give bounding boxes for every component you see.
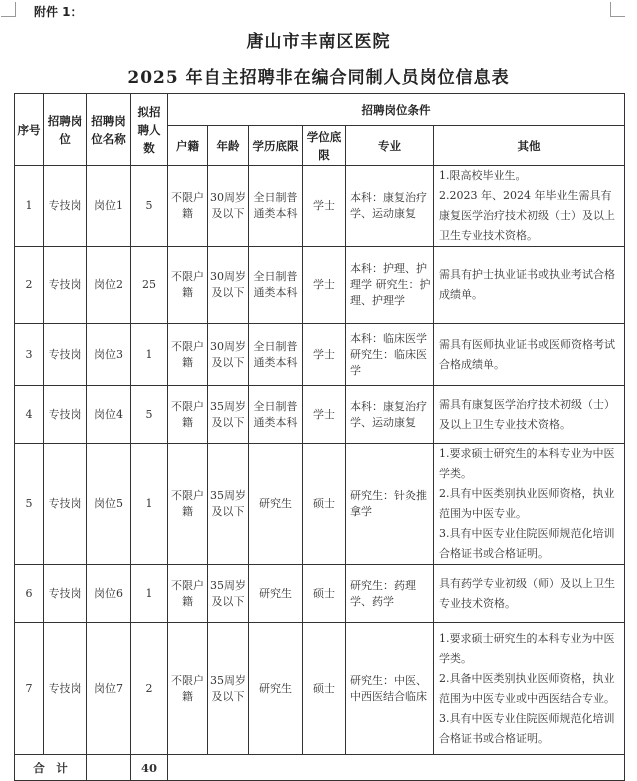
- row-count: 2: [131, 623, 168, 755]
- row-other: [434, 444, 625, 565]
- row-post: 专技岗: [44, 166, 87, 247]
- row-edu: 全日制普通类本科: [249, 166, 303, 247]
- row-count: 1: [131, 324, 168, 386]
- row-hukou: 不限户籍: [168, 565, 208, 623]
- row-edu: 研究生: [249, 565, 303, 623]
- row-age: 35周岁及以下: [208, 444, 249, 565]
- row-count: 5: [131, 386, 168, 444]
- other-line: 需具有康复医学治疗技术初级（士）及以上卫生专业技术资格。: [439, 397, 615, 431]
- other-line: 需具有医师执业证书或医师资格考试合格成绩单。: [439, 337, 615, 371]
- row-post-name: 岗位1: [87, 166, 131, 247]
- row-hukou: 不限户籍: [168, 324, 208, 386]
- row-age: 35周岁及以下: [208, 386, 249, 444]
- table-row: [15, 623, 625, 755]
- header-post-name: 招聘岗位名称: [87, 94, 131, 166]
- table-body: [15, 166, 625, 755]
- other-line: 2.具有中医类别执业医师资格，执业范围为中医专业。: [439, 487, 615, 520]
- row-post-name: 岗位7: [87, 623, 131, 755]
- table-row: [15, 444, 625, 565]
- row-other: [434, 623, 625, 755]
- row-age: 30周岁及以下: [208, 166, 249, 247]
- total-empty-span: [168, 755, 625, 781]
- row-major: 研究生：中医、中西医结合临床: [346, 623, 434, 755]
- other-line: 具有药学专业初级（师）及以上卫生专业技术资格。: [439, 576, 615, 610]
- row-degree: 硕士: [303, 444, 346, 565]
- row-seq: 2: [15, 247, 44, 324]
- row-other: [434, 324, 625, 386]
- crop-mark-top-left: [1, 2, 16, 17]
- row-post-name: 岗位4: [87, 386, 131, 444]
- other-line: 需具有护士执业证书或执业考试合格成绩单。: [439, 268, 615, 301]
- row-other: [434, 247, 625, 324]
- table-row: [15, 386, 625, 444]
- table-row: [15, 324, 625, 386]
- other-line: 3.具有中医专业住院医师规范化培训合格证书或合格证明。: [439, 711, 615, 745]
- row-seq: 4: [15, 386, 44, 444]
- total-row: [15, 755, 625, 781]
- row-degree: 学士: [303, 324, 346, 386]
- attachment-label: 附件 1：: [34, 5, 83, 19]
- document-subtitle: 2025 年自主招聘非在编合同制人员岗位信息表: [127, 68, 510, 88]
- row-post: 专技岗: [44, 386, 87, 444]
- row-hukou: 不限户籍: [168, 386, 208, 444]
- row-seq: 1: [15, 166, 44, 247]
- table-row: [15, 247, 625, 324]
- row-hukou: 不限户籍: [168, 166, 208, 247]
- row-age: 35周岁及以下: [208, 623, 249, 755]
- row-post: 专技岗: [44, 247, 87, 324]
- row-count: 5: [131, 166, 168, 247]
- row-post: 专技岗: [44, 324, 87, 386]
- document-title: 唐山市丰南区医院: [246, 32, 391, 52]
- row-seq: 7: [15, 623, 44, 755]
- row-edu: 全日制普通类本科: [249, 247, 303, 324]
- header-edu: 学历底限: [249, 126, 303, 166]
- row-post: 专技岗: [44, 623, 87, 755]
- row-age: 30周岁及以下: [208, 324, 249, 386]
- row-post: 专技岗: [44, 444, 87, 565]
- header-post: 招聘岗位: [44, 94, 87, 166]
- row-degree: 硕士: [303, 623, 346, 755]
- row-other: [434, 166, 625, 247]
- header-other: 其他: [434, 126, 625, 166]
- row-post-name: 岗位2: [87, 247, 131, 324]
- header-seq: 序号: [15, 94, 44, 166]
- header-hukou: 户籍: [168, 126, 208, 166]
- row-hukou: 不限户籍: [168, 623, 208, 755]
- row-edu: 研究生: [249, 623, 303, 755]
- header-age: 年龄: [208, 126, 249, 166]
- row-major: 本科：护理、护理学 研究生：护理、护理学: [346, 247, 434, 324]
- row-other: [434, 565, 625, 623]
- row-age: 30周岁及以下: [208, 247, 249, 324]
- row-age: 35周岁及以下: [208, 565, 249, 623]
- row-post-name: 岗位3: [87, 324, 131, 386]
- row-count: 1: [131, 565, 168, 623]
- header-conditions: 招聘岗位条件: [168, 94, 625, 126]
- row-count: 1: [131, 444, 168, 565]
- row-major: 本科：康复治疗学、运动康复: [346, 386, 434, 444]
- table-row: [15, 166, 625, 247]
- row-major: 本科：康复治疗学、运动康复: [346, 166, 434, 247]
- other-line: 1.要求硕士研究生的本科专业为中医学类。: [439, 631, 615, 665]
- positions-table: [14, 93, 625, 781]
- row-degree: 学士: [303, 247, 346, 324]
- row-degree: 学士: [303, 166, 346, 247]
- header-major: 专业: [346, 126, 434, 166]
- row-edu: 全日制普通类本科: [249, 386, 303, 444]
- row-post-name: 岗位6: [87, 565, 131, 623]
- table-row: [15, 565, 625, 623]
- other-line: 1.要求硕士研究生的本科专业为中医学类。: [439, 447, 615, 480]
- other-line: 2.2023 年、2024 年毕业生需具有康复医学治疗技术初级（士）及以上卫生专业技术资格。: [439, 189, 615, 242]
- row-major: 研究生：针灸推拿学: [346, 444, 434, 565]
- row-edu: 研究生: [249, 444, 303, 565]
- crop-mark-top-right: [610, 2, 625, 17]
- row-edu: 全日制普通类本科: [249, 324, 303, 386]
- other-line: 3.具有中医专业住院医师规范化培训合格证书或合格证明。: [439, 527, 615, 560]
- header-count: 拟招聘人数: [131, 94, 168, 166]
- row-seq: 5: [15, 444, 44, 565]
- total-count: 40: [131, 755, 168, 781]
- header-degree: 学位底限: [303, 126, 346, 166]
- row-major: 研究生：药理学、药学: [346, 565, 434, 623]
- row-post: 专技岗: [44, 565, 87, 623]
- total-label: 合 计: [15, 755, 87, 781]
- row-degree: 学士: [303, 386, 346, 444]
- row-post-name: 岗位5: [87, 444, 131, 565]
- row-seq: 6: [15, 565, 44, 623]
- row-major: 本科：临床医学 研究生：临床医学: [346, 324, 434, 386]
- total-empty-cell: [87, 755, 131, 781]
- other-line: 1.限高校毕业生。: [439, 169, 527, 182]
- row-seq: 3: [15, 324, 44, 386]
- other-line: 2.具备中医类别执业医师资格，执业范围为中医专业或中西医结合专业。: [439, 671, 615, 705]
- row-count: 25: [131, 247, 168, 324]
- row-other: [434, 386, 625, 444]
- row-degree: 硕士: [303, 565, 346, 623]
- row-hukou: 不限户籍: [168, 247, 208, 324]
- row-hukou: 不限户籍: [168, 444, 208, 565]
